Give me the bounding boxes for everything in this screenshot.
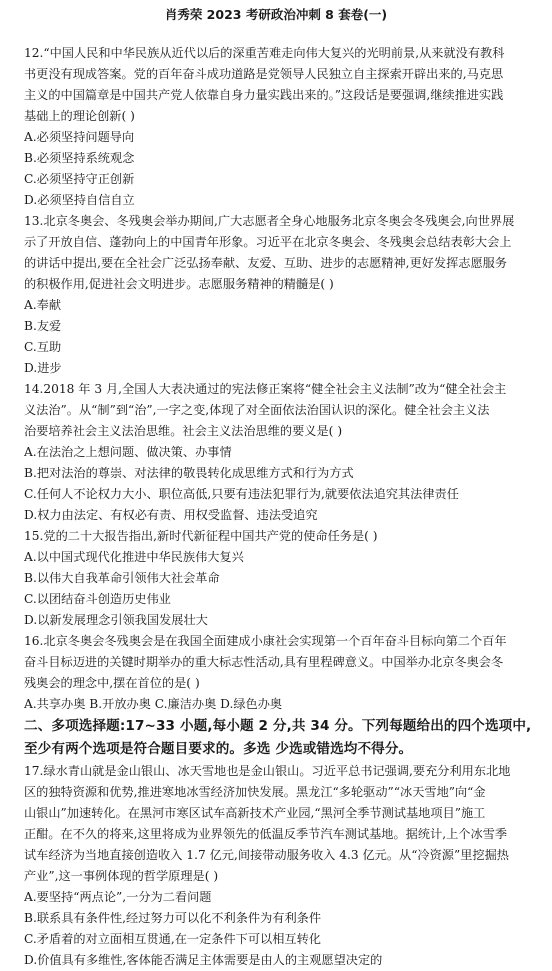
question-stem-line: 基础上的理论创新( ) — [24, 109, 135, 123]
question-block — [24, 631, 534, 715]
question-block — [24, 211, 534, 379]
question-stem-line: 治要培养社会主义法治思维。社会主义法治思维的要义是( ) — [24, 424, 343, 438]
section-header-line: 二、多项选择题:17~33 小题,每小题 2 分,共 34 分。下列每题给出的四个选项中, — [24, 718, 532, 734]
answer-option: D.以新发展理念引领我国发展壮大 — [24, 613, 208, 627]
question-stem-line: 奋斗目标迈进的关键时期举办的重大标志性活动,具有里程碑意义。中国举办北京冬奥会冬 — [24, 655, 504, 669]
answer-option: A.在法治之上想问题、做决策、办事情 — [24, 445, 232, 459]
question-stem-line: 残奥会的理念中,摆在首位的是( ) — [24, 676, 200, 690]
question-stem-line: 示了开放自信、蓬勃向上的中国青年形象。习近平在北京冬奥会、冬残奥会总结表彰大会上 — [24, 235, 512, 249]
question-stem-line: 正酣。在不久的将来,这里将成为业界领先的低温反季节汽车测试基地。据统计,上个冰雪季 — [24, 827, 508, 841]
question-stem-line: 主义的中国篇章是中国共产党人依靠自身力量实践出来的。”这段话是要强调,继续推进实践 — [24, 88, 504, 102]
exam-content — [24, 43, 534, 971]
question-stem-line: 13.北京冬奥会、冬残奥会举办期间,广大志愿者全身心地服务北京冬奥会冬残奥会,向世界展 — [24, 214, 515, 228]
answer-option: B.以伟大自我革命引领伟大社会革命 — [24, 571, 220, 585]
answer-option: B.友爱 — [24, 319, 62, 333]
question-stem-line: 山银山”加速转化。在黑河市寒区试车高新技术产业园,“黑河全季节测试基地项目”施工 — [24, 806, 486, 820]
answer-option: C.以团结奋斗创造历史伟业 — [24, 592, 171, 606]
question-stem-line: 区的独特资源和优势,推进寒地冰雪经济加快发展。黑龙江“多轮驱动”“冰天雪地”向“金 — [24, 785, 486, 799]
question-stem-line: 17.绿水青山就是金山银山、冰天雪地也是金山银山。习近平总书记强调,要充分利用东北地 — [24, 764, 511, 778]
question-stem-line: 15.党的二十大报告指出,新时代新征程中国共产党的使命任务是( ) — [24, 529, 378, 543]
question-stem-line: 书更没有现成答案。党的百年奋斗成功道路是党领导人民独立自主探索开辟出来的,马克思 — [24, 67, 504, 81]
answer-option: D.价值具有多维性,客体能否满足主体需要是由人的主观愿望决定的 — [24, 953, 383, 967]
answer-option: A.奉献 — [24, 298, 62, 312]
answer-option: C.必须坚持守正创新 — [24, 172, 135, 186]
section-header-line: 至少有两个选项是符合题目要求的。多选 少选或错选均不得分。 — [24, 741, 413, 757]
question-block — [24, 379, 534, 526]
answer-option: C.互助 — [24, 340, 62, 354]
answer-option: A.以中国式现代化推进中华民族伟大复兴 — [24, 550, 244, 564]
question-stem-line: 的积极作用,促进社会文明进步。志愿服务精神的精髓是( ) — [24, 277, 334, 291]
answer-option: D.必须坚持自信自立 — [24, 193, 135, 207]
page-title: 肖秀荣 2023 考研政治冲刺 8 套卷(一) — [164, 7, 388, 22]
answer-option: D.权力由法定、有权必有责、用权受监督、违法受追究 — [24, 508, 318, 522]
question-stem-line: 14.2018 年 3 月,全国人大表决通过的宪法修正案将“健全社会主义法制”改为“健全社会主 — [24, 382, 507, 396]
question-stem-line: 12.“中国人民和中华民族从近代以后的深重苦难走向伟大复兴的光明前景,从来就没有教科 — [24, 46, 505, 60]
answer-option: C.任何人不论权力大小、职位高低,只要有违法犯罪行为,就要依法追究其法律责任 — [24, 487, 459, 501]
answer-option: B.把对法治的尊崇、对法律的敬畏转化成思维方式和行为方式 — [24, 466, 354, 480]
answer-option: D.进步 — [24, 361, 62, 375]
question-stem-line: 试车经济为当地直接创造收入 1.7 亿元,间接带动服务收入 4.3 亿元。从“冷资源”里挖掘热 — [24, 848, 509, 862]
answer-option: B.联系具有条件性,经过努力可以化不利条件为有利条件 — [24, 911, 322, 925]
question-stem-line: 产业”,这一事例体现的哲学原理是( ) — [24, 869, 219, 883]
question-stem-line: 16.北京冬奥会冬残奥会是在我国全面建成小康社会实现第一个百年奋斗目标向第二个百年 — [24, 634, 507, 648]
question-block — [24, 43, 534, 211]
answer-option: A.要坚持“两点论”,一分为二看问题 — [24, 890, 212, 904]
question-block — [24, 526, 534, 631]
answer-option: A.必须坚持问题导向 — [24, 130, 135, 144]
answer-option: B.必须坚持系统观念 — [24, 151, 135, 165]
question-stem-line: 义法治”。从“制”到“治”,一字之变,体现了对全面依法治国认识的深化。健全社会主义法 — [24, 403, 490, 417]
answer-option: A.共享办奥 B.开放办奥 C.廉洁办奥 D.绿色办奥 — [24, 697, 283, 711]
question-stem-line: 的讲话中提出,要在全社会广泛弘扬奉献、友爱、互助、进步的志愿精神,更好发挥志愿服务 — [24, 256, 508, 270]
question-block — [24, 761, 534, 971]
section-header — [24, 715, 534, 761]
answer-option: C.矛盾着的对立面相互贯通,在一定条件下可以相互转化 — [24, 932, 321, 946]
